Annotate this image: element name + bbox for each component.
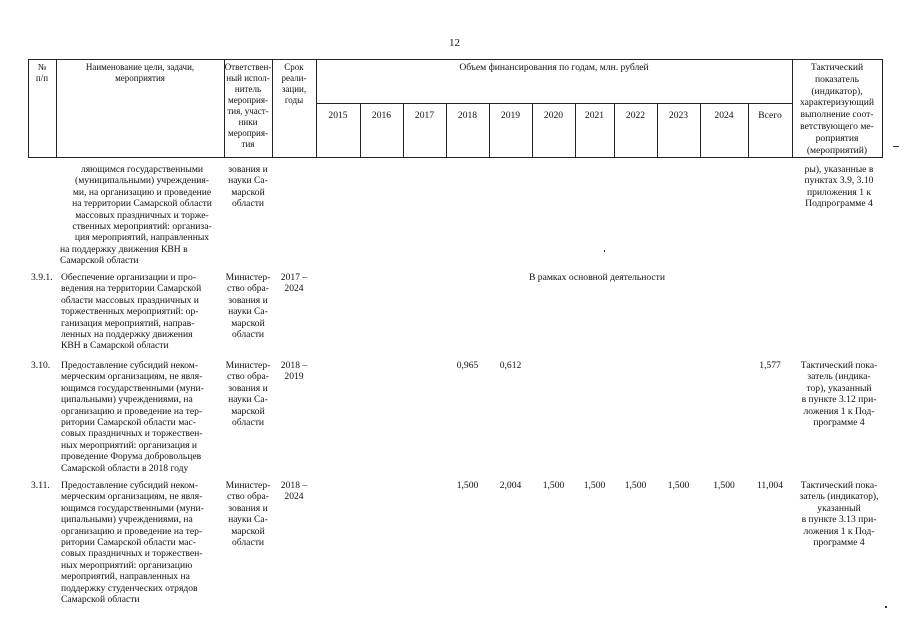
header-indicator-line: (мероприятий)	[806, 144, 868, 156]
row-term	[272, 480, 316, 503]
row-name-line: совых праздничных и торжествен-	[61, 548, 203, 560]
row-indicator-line: затель (индика-	[807, 371, 871, 383]
row-name-line: мерческим организациям, не явля-	[61, 371, 203, 383]
row-name	[61, 272, 224, 352]
row-number: 3.9.1.	[31, 272, 53, 283]
row-name-line: мероприятий, направленных на	[61, 571, 190, 583]
row-resp-line: области	[231, 417, 265, 429]
value-2023: 1,500	[667, 480, 690, 491]
row-responsible	[224, 480, 272, 548]
col-divider	[882, 59, 883, 158]
col-divider	[316, 59, 317, 158]
row-indicator-line: указанный	[817, 502, 861, 514]
row-name-line: ведения на территории Самарской	[61, 283, 202, 295]
row-name-line: ритории Самарской области мас-	[61, 417, 196, 429]
row-resp-line: ство обра-	[226, 283, 270, 295]
row-name-line: ритории Самарской области мас-	[61, 537, 196, 549]
header-name	[56, 62, 224, 84]
header-responsible	[224, 62, 272, 150]
row-resp-line: зования и	[228, 294, 268, 306]
row-name-line: Предоставление субсидий неком-	[61, 480, 199, 491]
row-name-line: (муниципальными) учреждения-	[75, 175, 209, 187]
row-name-line: совых праздничных и торжествен-	[61, 428, 203, 440]
row-term-line: 2019	[284, 371, 304, 383]
row-resp-line: области	[231, 537, 265, 549]
header-resp-line: Ответствен-	[224, 62, 272, 72]
row-name-line: ципальными) учреждениями, на	[61, 514, 193, 526]
value-total: 11,004	[756, 480, 784, 491]
row-indicator	[794, 164, 884, 210]
header-resp-line: ный испол-	[226, 73, 270, 83]
header-term-line: Срок	[284, 62, 304, 72]
header-indicator-line: характеризующий	[799, 97, 875, 109]
header-indicator-line: (индикатор),	[811, 85, 863, 97]
row-resp-line: науки Са-	[228, 514, 268, 526]
row-resp-line: науки Са-	[228, 394, 268, 406]
row-name-line: Самарской области в 2018 году	[61, 462, 189, 474]
row-name-line: области массовых праздничных и	[61, 294, 199, 306]
scan-mark	[885, 606, 887, 608]
row-name-line: ственных мероприятий: организа-	[72, 221, 212, 233]
header-resp-line: ники	[238, 117, 258, 127]
header-year: 2022	[625, 110, 646, 121]
header-year: 2020	[543, 110, 564, 121]
header-year: 2024	[714, 110, 734, 121]
value-2021: 1,500	[583, 480, 606, 491]
header-year: 2018	[457, 110, 478, 121]
row-name-line: ных мероприятий: организацию	[61, 559, 193, 571]
row-indicator-line: тор), указанный	[806, 382, 872, 394]
row-resp-line: Министер-	[225, 272, 271, 283]
row-indicator-line: ложения 1 к Под-	[803, 525, 875, 537]
header-num	[28, 62, 56, 84]
row-resp-line: зования и	[228, 502, 268, 514]
header-num-line: №	[37, 62, 47, 72]
row-indicator-line: в пункте 3.12 при-	[801, 394, 877, 406]
row-responsible	[224, 164, 272, 210]
row-term	[272, 360, 316, 383]
header-year: 2015	[328, 110, 348, 121]
header-indicator-line: Тактический	[810, 62, 864, 73]
value-2024: 1,500	[713, 480, 735, 491]
row-resp-line: Министер-	[225, 360, 271, 371]
header-year: 2017	[414, 110, 435, 121]
row-indicator-line: пунктах 3.9, 3.10	[804, 175, 874, 187]
row-indicator-line: ры), указанные в	[804, 164, 874, 175]
row-indicator-line: в пункте 3.13 при-	[801, 514, 877, 526]
row-name-line: торжественных мероприятий: ор-	[61, 306, 199, 318]
header-num-line: п/п	[35, 73, 49, 83]
header-year: 2021	[584, 110, 605, 121]
row-name	[61, 360, 224, 474]
row-name	[60, 164, 224, 267]
row-name-line: ганизация мероприятий, направ-	[61, 317, 195, 329]
row-name-line: ных мероприятий: организация и	[61, 439, 198, 451]
header-resp-line: мероприя-	[228, 128, 268, 138]
scan-mark	[604, 250, 605, 252]
header-year: 2023	[668, 110, 689, 121]
row-name-line: ляющимся государственными	[80, 164, 204, 175]
row-name-line: поддержку студенческих отрядов	[61, 582, 198, 594]
row-name-line: организацию и проведение на тер-	[61, 405, 203, 417]
row-term-line: 2024	[284, 283, 304, 295]
table-top-border	[28, 59, 882, 60]
row-name-line: Самарской области	[60, 255, 139, 267]
page-number: 12	[449, 37, 460, 49]
header-indicator	[792, 62, 882, 156]
row-resp-line: зования и	[228, 382, 268, 394]
header-name-line: Наименование цели, задачи,	[85, 62, 195, 72]
header-indicator-line: выполнение соот-	[800, 109, 874, 121]
row-name-line: ция мероприятий, направленных	[74, 232, 210, 244]
row-resp-line: марской	[231, 317, 265, 329]
value-2019: 0,612	[499, 360, 522, 371]
header-bottom-border	[28, 157, 882, 158]
row-term-line: 2024	[284, 491, 304, 503]
value-2018: 1,500	[456, 480, 479, 491]
row-resp-line: марской	[231, 525, 265, 537]
row-indicator-line: Тактический пока-	[800, 480, 878, 491]
row-indicator-line: Подпрограмме 4	[805, 198, 873, 210]
row-indicator-line: программе 4	[813, 537, 865, 549]
row-name-line: КВН в Самарской области	[61, 340, 169, 352]
row-responsible	[224, 272, 272, 340]
row-name-line: массовых праздничных и торже-	[75, 209, 209, 221]
row-name-line: Самарской области	[61, 594, 140, 606]
row-indicator-line: ложения 1 к Под-	[803, 405, 875, 417]
header-resp-line: мероприя-	[228, 95, 268, 105]
header-term-line: зации,	[281, 84, 307, 94]
row-resp-line: марской	[231, 186, 265, 198]
row-name-line: на территории Самарской области	[72, 198, 212, 210]
value-2020: 1,500	[542, 480, 565, 491]
value-2018: 0,965	[456, 360, 479, 371]
row-name-line: мерческим организациям, не явля-	[61, 491, 203, 503]
header-year: 2016	[371, 110, 392, 121]
years-top-border	[316, 103, 792, 104]
row-name-line: ципальными) учреждениями, на	[61, 394, 193, 406]
row-resp-line: науки Са-	[228, 175, 268, 187]
row-number: 3.10.	[31, 360, 51, 371]
header-year: 2019	[500, 110, 521, 121]
row-resp-line: ство обра-	[226, 371, 270, 383]
row-resp-line: зования и	[228, 164, 268, 175]
header-total: Всего	[758, 110, 782, 121]
row-name-line: ми, на организацию и проведение	[72, 186, 212, 198]
row-name-line: ющимся государственными (муни-	[61, 502, 204, 514]
row-note: В рамках основной деятельности	[528, 272, 666, 283]
header-indicator-line: ветствующего ме-	[800, 120, 874, 132]
row-name-line: ющимся государственными (муни-	[61, 382, 204, 394]
scan-mark	[893, 146, 899, 147]
row-name-line: Предоставление субсидий неком-	[61, 360, 199, 371]
header-resp-line: нитель	[234, 84, 262, 94]
value-2022: 1,500	[624, 480, 647, 491]
row-resp-line: науки Са-	[228, 306, 268, 318]
row-term-line: 2017 –	[280, 272, 308, 283]
header-funding: Объем финансирования по годам, млн. рублей	[459, 62, 649, 73]
value-total: 1,577	[759, 360, 781, 371]
row-name-line: проведение Форума добровольцев	[61, 451, 202, 463]
header-indicator-line: показатель	[814, 73, 860, 85]
row-indicator	[794, 480, 884, 548]
row-indicator	[794, 360, 884, 428]
row-responsible	[224, 360, 272, 428]
row-name	[61, 480, 224, 605]
row-term-line: 2018 –	[280, 360, 308, 371]
row-resp-line: области	[231, 198, 265, 210]
row-indicator-line: приложения 1 к	[806, 186, 872, 198]
row-term	[272, 272, 316, 295]
header-term-line: годы	[284, 95, 304, 105]
row-name-line: на поддержку движения КВН в	[60, 243, 188, 255]
header-indicator-line: роприятия	[815, 132, 859, 144]
header-term	[272, 62, 316, 106]
row-indicator-line: программе 4	[813, 417, 865, 429]
row-name-line: Обеспечение организации и про-	[61, 272, 196, 283]
header-resp-line: тия	[241, 139, 255, 149]
row-resp-line: области	[231, 329, 265, 341]
row-name-line: организацию и проведение на тер-	[61, 525, 203, 537]
header-term-line: реали-	[281, 73, 307, 83]
value-2019: 2,004	[499, 480, 522, 491]
row-name-line: ленных на поддержку движения	[61, 329, 193, 341]
row-indicator-line: Тактический пока-	[800, 360, 878, 371]
row-indicator-line: затель (индикатор),	[799, 491, 879, 503]
row-resp-line: марской	[231, 405, 265, 417]
row-resp-line: ство обра-	[226, 491, 270, 503]
row-resp-line: Министер-	[225, 480, 271, 491]
row-number: 3.11.	[31, 480, 50, 491]
header-resp-line: тия, участ-	[227, 106, 269, 116]
row-term-line: 2018 –	[280, 480, 308, 491]
header-name-line: мероприятия	[115, 73, 165, 83]
